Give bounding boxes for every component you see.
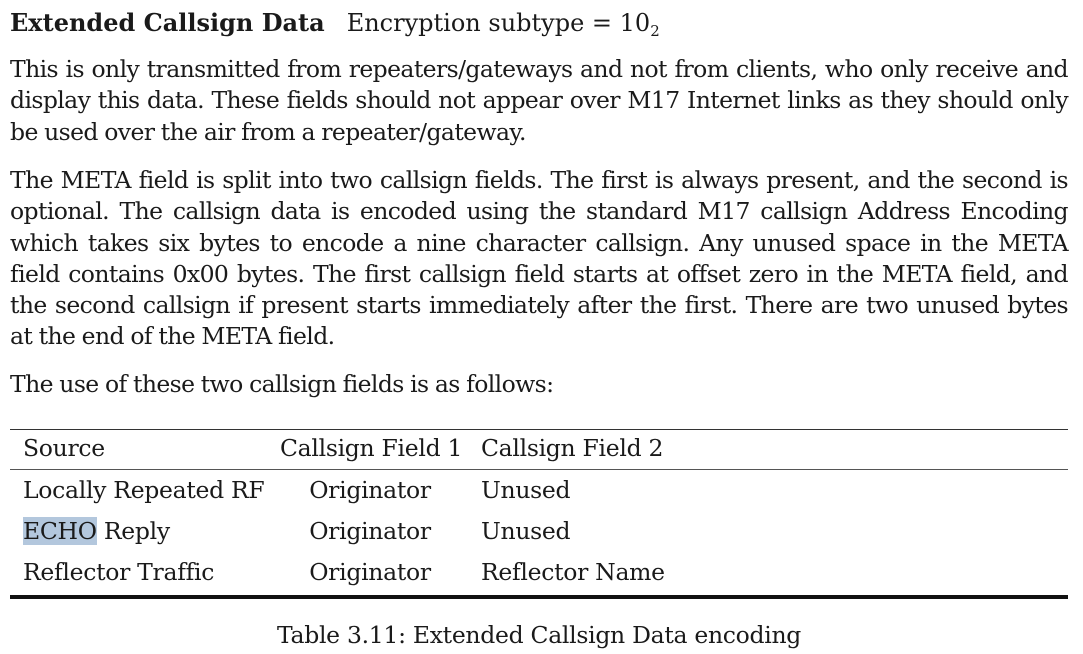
paragraph-table-intro: The use of these two callsign fields is as follows: [10, 370, 554, 398]
table-row-field2: Reflector Name [481, 558, 665, 586]
table-header-rule [10, 469, 1068, 470]
table-row-source [23, 516, 170, 546]
table-bottom-rule [10, 595, 1068, 599]
paragraph-meta-field: The META field is split into two callsign fields. The first is always present, and the second is optional. The callsign data is encoded using the standard M17 callsign Address Encoding which takes six bytes to encode a nine character callsign. Any unused space in the META field contains 0x00 bytes. The first callsign field starts at offset zero in the META field, and the second callsign if present starts immediately after the first. There are two unused bytes at the end of the META field. [10, 166, 1068, 351]
table-row-source-rest: Reply [96, 517, 170, 545]
table-row-field1: Originator [309, 517, 431, 545]
table-header-field2: Callsign Field 2 [481, 434, 664, 462]
table-caption: Table 3.11: Extended Callsign Data encoding [276, 621, 802, 649]
table-row-field1: Originator [309, 558, 431, 586]
selected-text-highlight[interactable]: ECHO [23, 517, 97, 545]
table-row-source: Reflector Traffic [23, 558, 215, 586]
section-title: Extended Callsign Data [10, 8, 325, 37]
table-row-field2: Unused [481, 517, 571, 545]
table-header-source: Source [23, 434, 105, 462]
table-row-field2: Unused [481, 476, 571, 504]
table-row-field1: Originator [309, 476, 431, 504]
section-heading [10, 6, 660, 40]
paragraph-transmission-note: This is only transmitted from repeaters/gateways and not from clients, who only receive and display this data. These fields should not appear over M17 Internet links as they should only be used over the air from a repeater/gateway. [10, 55, 1068, 146]
table-top-rule [10, 429, 1068, 430]
table-header-field1: Callsign Field 1 [280, 434, 463, 462]
section-subtitle: Encryption subtype = 10 [346, 9, 651, 37]
table-row-source: Locally Repeated RF [23, 476, 265, 504]
subtitle-subscript: 2 [650, 22, 660, 40]
